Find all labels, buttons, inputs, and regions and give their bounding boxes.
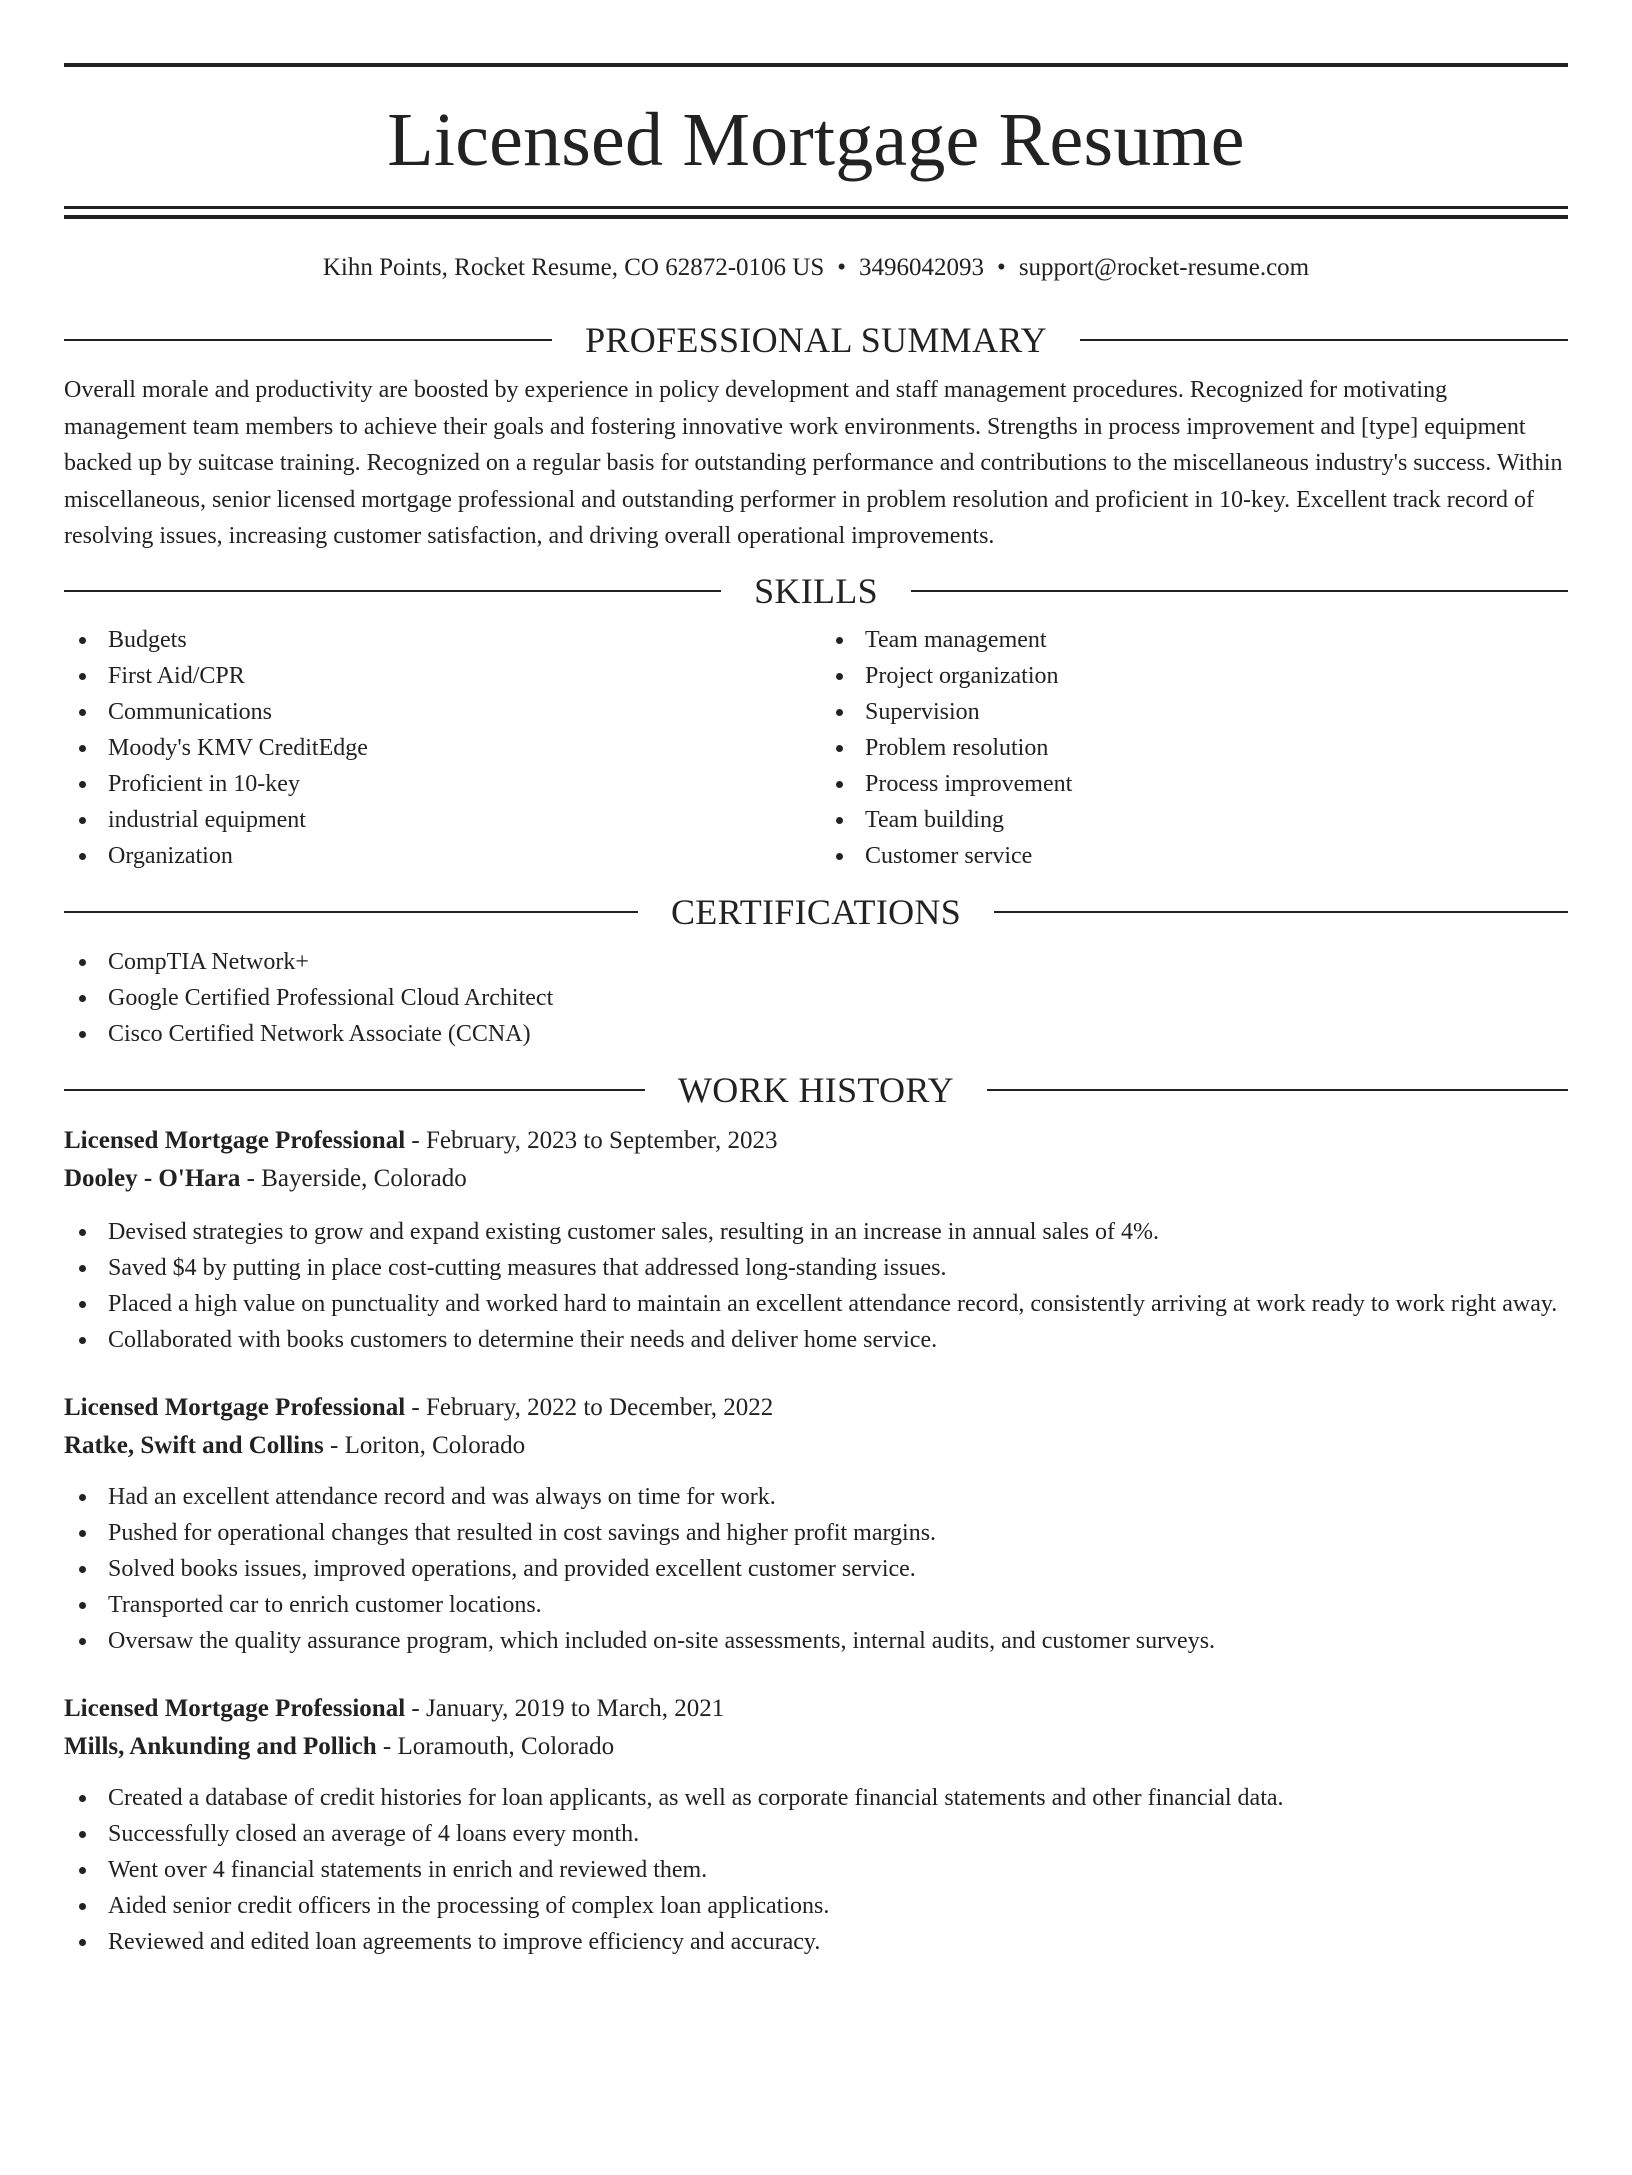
- contact-phone: 3496042093: [859, 254, 985, 281]
- job-bullet: Went over 4 financial statements in enrich and reviewed them.: [64, 1852, 1568, 1888]
- resume-page: [0, 63, 1632, 2175]
- job-bullet: Collaborated with books customers to determine their needs and deliver home service.: [64, 1322, 1568, 1358]
- job-entry: [64, 1690, 1568, 1960]
- job-company: Ratke, Swift and Collins: [64, 1431, 324, 1459]
- job-bullet: Pushed for operational changes that resulted in cost savings and higher profit margins.: [64, 1515, 1568, 1551]
- certifications-heading-label: CERTIFICATIONS: [670, 891, 962, 932]
- skill-item: Customer service: [821, 838, 1568, 874]
- skill-item: Process improvement: [821, 766, 1568, 802]
- skill-item: Budgets: [64, 622, 811, 658]
- work-history-heading-label: WORK HISTORY: [678, 1069, 954, 1110]
- job-location: Bayerside, Colorado: [261, 1164, 467, 1192]
- job-company: Dooley - O'Hara: [64, 1164, 241, 1192]
- job-bullet: Transported car to enrich customer locations.: [64, 1587, 1568, 1623]
- job-bullet: Saved $4 by putting in place cost-cutting measures that addressed long-standing issues.: [64, 1250, 1568, 1286]
- job-company-line: Mills, Ankunding and Pollich - Loramouth, Colorado: [64, 1732, 615, 1760]
- job-title-line: Licensed Mortgage Professional - February, 2022 to December, 2022: [64, 1393, 774, 1421]
- skill-item: industrial equipment: [64, 802, 811, 838]
- contact-line: [64, 253, 1568, 283]
- skill-item: Moody's KMV CreditEdge: [64, 730, 811, 766]
- job-title-line: Licensed Mortgage Professional - February, 2023 to September, 2023: [64, 1126, 778, 1154]
- job-bullet: Placed a high value on punctuality and worked hard to maintain an excellent attendance record, consistently arriving at work ready to work right away.: [64, 1286, 1568, 1322]
- summary-text: Overall morale and productivity are boosted by experience in policy development and staff management procedures. Recognized for motivating management team members to achieve their goals and fostering innovative work environments. Strengths in process improvement and [type] equipment backed up by suitcase training. Recognized on a regular basis for outstanding performance and contributions to the miscellaneous industry's success. Within miscellaneous, senior licensed mortgage professional and outstanding performer in problem resolution and proficient in 10-key. Excellent track record of resolving issues, increasing customer satisfaction, and driving overall operational improvements.: [64, 377, 1563, 549]
- job-dates: February, 2022 to December, 2022: [425, 1393, 774, 1421]
- skills-list: [64, 622, 1568, 874]
- job-company: Mills, Ankunding and Pollich: [64, 1732, 377, 1760]
- skill-item: Communications: [64, 694, 811, 730]
- job-title: Licensed Mortgage Professional: [64, 1393, 406, 1421]
- job-dates: January, 2019 to March, 2021: [425, 1694, 725, 1722]
- skills-column-left: [64, 622, 811, 874]
- title-double-rule: [64, 206, 1568, 219]
- skill-item: Team management: [821, 622, 1568, 658]
- job-location: Loriton, Colorado: [344, 1431, 526, 1459]
- job-bullet: Aided senior credit officers in the processing of complex loan applications.: [64, 1888, 1568, 1924]
- skill-item: Supervision: [821, 694, 1568, 730]
- skill-item: Organization: [64, 838, 811, 874]
- certifications-list: [64, 944, 1568, 1052]
- job-title-line: Licensed Mortgage Professional - January, 2019 to March, 2021: [64, 1694, 725, 1722]
- certifications-heading: [64, 891, 1568, 932]
- summary-heading-label: PROFESSIONAL SUMMARY: [585, 320, 1047, 360]
- skill-item: Project organization: [821, 658, 1568, 694]
- job-bullets: [64, 1214, 1568, 1358]
- summary-heading: [64, 322, 1568, 358]
- job-entry: [64, 1122, 1568, 1358]
- skills-heading: [64, 570, 1568, 611]
- skill-item: Proficient in 10-key: [64, 766, 811, 802]
- contact-separator: •: [997, 254, 1006, 281]
- job-title: Licensed Mortgage Professional: [64, 1694, 406, 1722]
- contact-separator: •: [837, 254, 847, 281]
- skills-column-right: [811, 622, 1568, 874]
- skills-heading-label: SKILLS: [754, 570, 878, 611]
- certification-item: CompTIA Network+: [64, 944, 1568, 980]
- job-entry: [64, 1389, 1568, 1659]
- job-bullet: Successfully closed an average of 4 loans every month.: [64, 1816, 1568, 1852]
- job-bullets: [64, 1780, 1568, 1960]
- certification-item: Cisco Certified Network Associate (CCNA): [64, 1016, 1568, 1052]
- resume-title: Licensed Mortgage Resume: [387, 98, 1245, 182]
- job-bullet: Oversaw the quality assurance program, which included on-site assessments, internal audits, and customer surveys.: [64, 1623, 1568, 1659]
- job-bullet: Solved books issues, improved operations, and provided excellent customer service.: [64, 1551, 1568, 1587]
- job-bullet: Devised strategies to grow and expand existing customer sales, resulting in an increase in annual sales of 4%.: [64, 1214, 1568, 1250]
- contact-email: support@rocket-resume.com: [1018, 254, 1310, 281]
- job-bullet: Had an excellent attendance record and was always on time for work.: [64, 1479, 1568, 1515]
- job-bullet: Reviewed and edited loan agreements to improve efficiency and accuracy.: [64, 1924, 1568, 1960]
- job-bullets: [64, 1479, 1568, 1659]
- job-company-line: Dooley - O'Hara - Bayerside, Colorado: [64, 1164, 467, 1192]
- contact-address: Kihn Points, Rocket Resume, CO 62872-0106 US: [322, 254, 825, 281]
- certification-item: Google Certified Professional Cloud Architect: [64, 980, 1568, 1016]
- skill-item: First Aid/CPR: [64, 658, 811, 694]
- job-bullet: Created a database of credit histories for loan applicants, as well as corporate financial statements and other financial data.: [64, 1780, 1568, 1816]
- skill-item: Team building: [821, 802, 1568, 838]
- skill-item: Problem resolution: [821, 730, 1568, 766]
- job-title: Licensed Mortgage Professional: [64, 1126, 406, 1154]
- job-company-line: Ratke, Swift and Collins - Loriton, Colorado: [64, 1431, 526, 1459]
- work-history-heading: [64, 1069, 1568, 1110]
- job-location: Loramouth, Colorado: [397, 1732, 615, 1760]
- job-dates: February, 2023 to September, 2023: [425, 1126, 778, 1154]
